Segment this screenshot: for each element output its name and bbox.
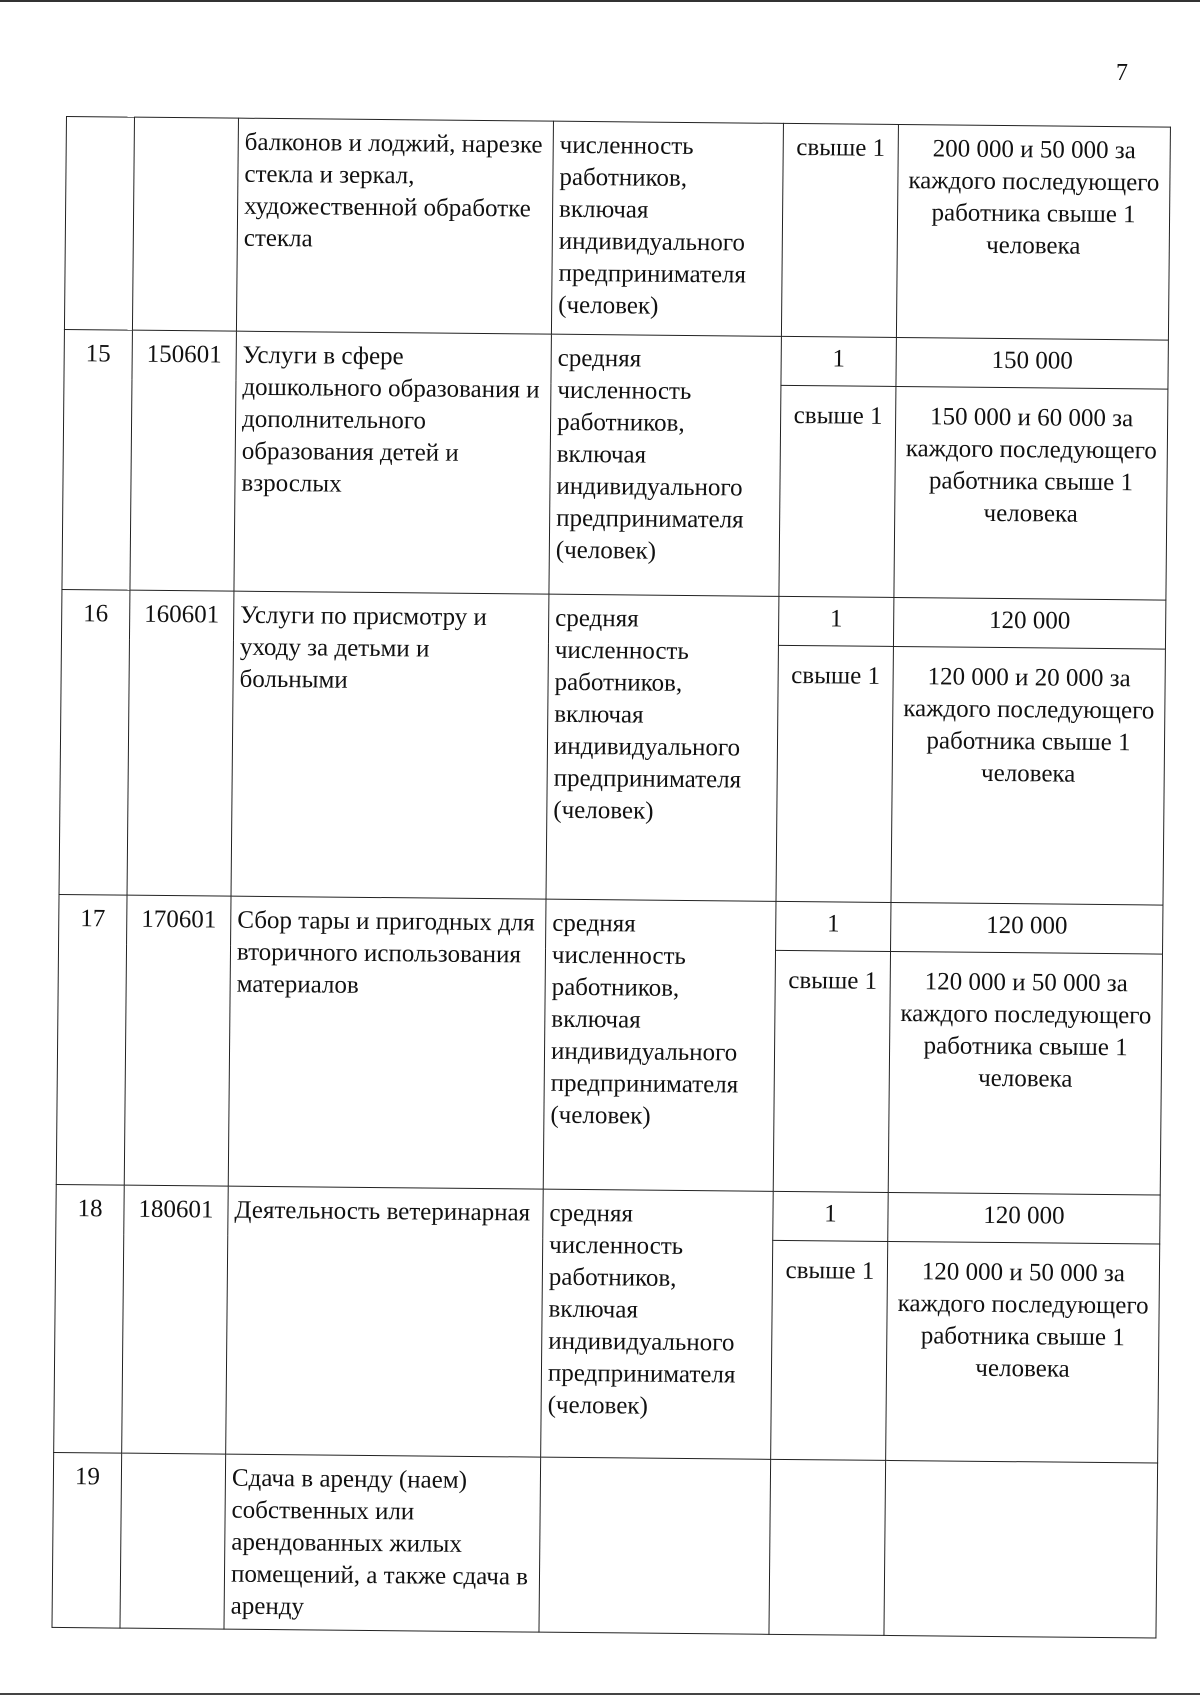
- indicator-value: 1: [781, 336, 896, 386]
- physical-indicator: численность работников, включая индивидуального предпринимателя (человек): [551, 121, 783, 336]
- row-number: [64, 117, 134, 331]
- potential-income-amount: 120 000 и 20 000 за каждого последующего работника свыше 1 человека: [891, 646, 1165, 905]
- indicator-value: 1: [776, 901, 891, 951]
- activity-description: балконов и лоджий, нарезке стекла и зеркал, художественной обработке стекла: [236, 118, 553, 334]
- physical-indicator: средняя численность работников, включая индивидуального предпринимателя (человек): [543, 899, 776, 1191]
- tariff-table: [51, 116, 1170, 1639]
- physical-indicator: средняя численность работников, включая индивидуального предпринимателя (человек): [546, 594, 779, 901]
- scan-bottom-edge: [0, 1693, 1200, 1695]
- indicator-value: 1: [773, 1191, 888, 1241]
- table-row: [59, 894, 1163, 954]
- indicator-value: свыше 1: [781, 123, 898, 337]
- activity-code: [132, 117, 238, 331]
- tariff-table-container: [51, 116, 1169, 1639]
- indicator-value: [769, 1459, 886, 1635]
- potential-income-amount: 120 000: [893, 597, 1165, 649]
- activity-description: Деятельность ветеринарная: [226, 1186, 544, 1457]
- activity-code: [120, 1453, 226, 1629]
- indicator-value: свыше 1: [779, 385, 896, 597]
- activity-description: Услуги в сфере дошкольного образования и дополнительного образования детей и взрослых: [234, 331, 551, 594]
- indicator-value: 1: [778, 596, 893, 646]
- row-number: 17: [56, 894, 127, 1185]
- potential-income-amount: 120 000 и 50 000 за каждого последующего работника свыше 1 человека: [886, 1241, 1160, 1463]
- table-row: [64, 117, 1170, 341]
- potential-income-amount: 150 000: [896, 337, 1168, 389]
- potential-income-amount: 120 000: [891, 902, 1163, 954]
- potential-income-amount: 120 000: [888, 1192, 1160, 1244]
- indicator-value: свыше 1: [771, 1240, 888, 1460]
- activity-description: Сбор тары и пригодных для вторичного использования материалов: [228, 896, 546, 1189]
- physical-indicator: средняя численность работников, включая индивидуального предпринимателя (человек): [541, 1189, 774, 1459]
- activity-code: 150601: [130, 330, 236, 591]
- scan-top-edge: [0, 0, 1200, 2]
- potential-income-amount: 200 000 и 50 000 за каждого последующего работника свыше 1 человека: [896, 124, 1170, 340]
- row-number: 15: [62, 329, 132, 590]
- table-row: [52, 1452, 1158, 1638]
- potential-income-amount: 150 000 и 60 000 за каждого последующего работника свыше 1 человека: [894, 386, 1168, 600]
- table-row: [64, 329, 1168, 389]
- potential-income-amount: [884, 1460, 1158, 1638]
- page-number: 7: [1116, 60, 1128, 86]
- activity-code: 180601: [122, 1185, 229, 1454]
- table-row: [56, 1184, 1160, 1244]
- activity-code: 160601: [127, 590, 234, 896]
- indicator-value: свыше 1: [773, 950, 890, 1192]
- indicator-value: свыше 1: [776, 645, 893, 902]
- activity-code: 170601: [124, 895, 231, 1186]
- row-number: 18: [54, 1184, 125, 1453]
- physical-indicator: [539, 1457, 771, 1634]
- row-number: 16: [59, 589, 130, 895]
- physical-indicator: средняя численность работников, включая индивидуального предпринимателя (человек): [549, 334, 781, 596]
- activity-description: Сдача в аренду (наем) собственных или арендованных жилых помещений, а также сдача в аренду: [224, 1454, 541, 1632]
- table-row: [61, 589, 1165, 649]
- row-number: 19: [52, 1452, 122, 1628]
- activity-description: Услуги по присмотру и уходу за детьми и больными: [231, 591, 549, 899]
- potential-income-amount: 120 000 и 50 000 за каждого последующего работника свыше 1 человека: [888, 951, 1162, 1195]
